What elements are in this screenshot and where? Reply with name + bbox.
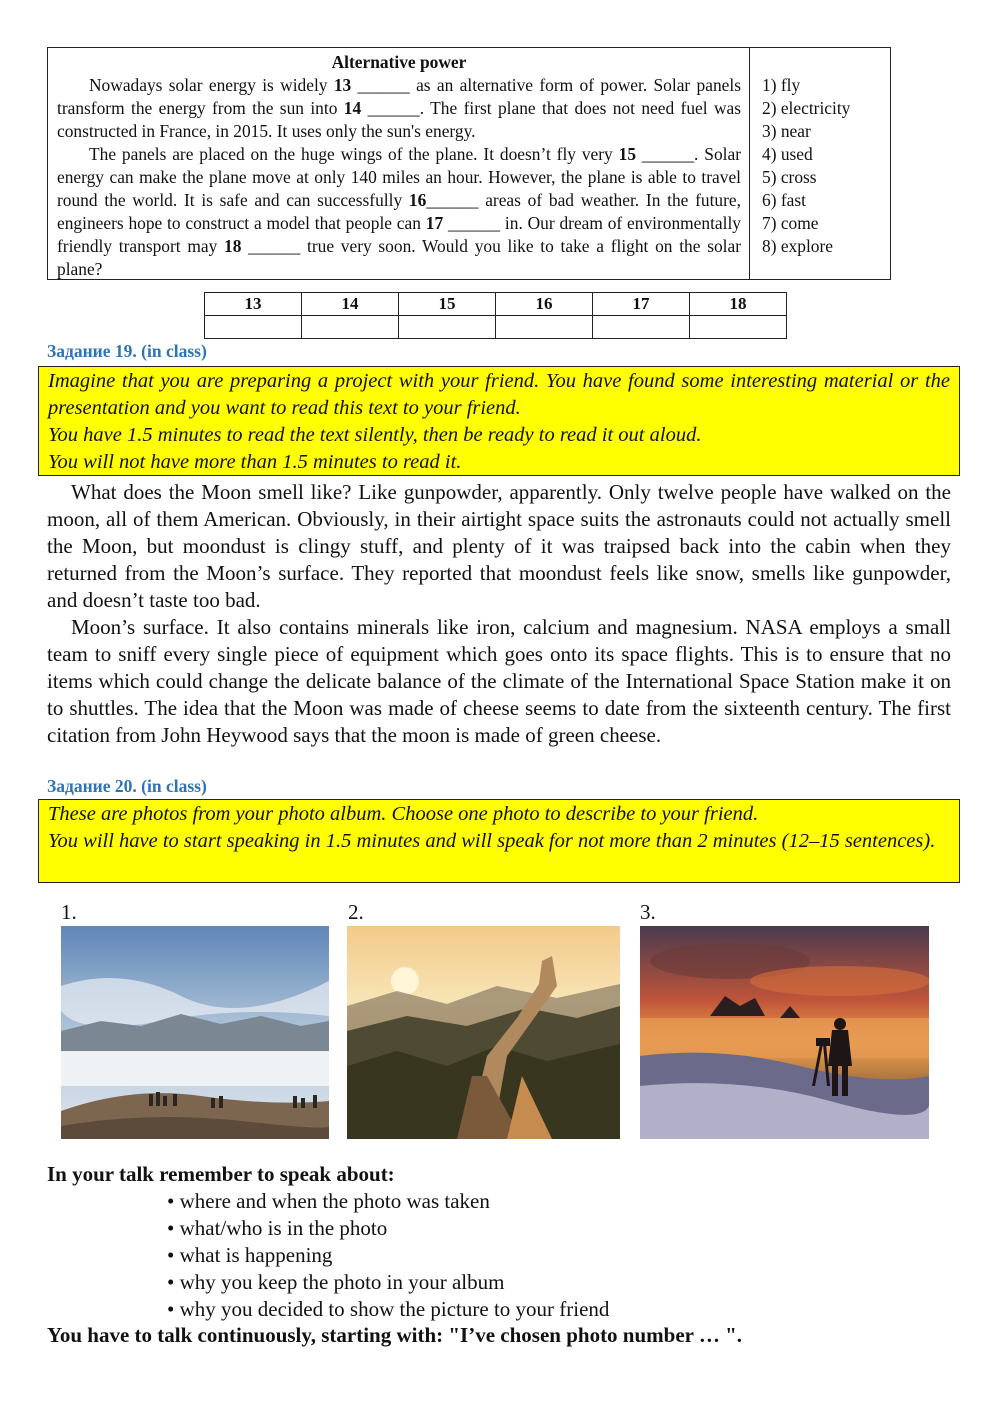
gap-paragraph-1 [57, 74, 741, 143]
talk-point: • what is happening [167, 1242, 609, 1269]
word-option: 5) cross [762, 167, 817, 187]
answer-header: 18 [690, 293, 787, 316]
alternative-power-task [47, 47, 891, 280]
talk-heading: In your talk remember to speak about: [47, 1162, 395, 1186]
gap-fill-text [48, 48, 750, 279]
word-bank [750, 48, 890, 258]
answer-header: 15 [399, 293, 496, 316]
photo-2-great-wall[interactable] [347, 926, 620, 1139]
text-segment: ______. Solar energy can make the plane move at only 140 miles an hour. However, the plane is able to travel round the world. It is safe and can successfully [57, 144, 741, 210]
task-20-label: Задание 20. (in class) [47, 776, 207, 796]
answer-cell-16[interactable] [496, 316, 593, 339]
task-19-label: Задание 19. (in class) [47, 341, 207, 361]
answer-cell-14[interactable] [302, 316, 399, 339]
answer-header-row [205, 293, 787, 316]
instruction-line: You have 1.5 minutes to read the text silently, then be ready to read it out aloud. [48, 424, 702, 446]
word-option: 4) used [762, 144, 813, 164]
word-option: 1) fly [762, 75, 801, 95]
task-20-instructions [38, 799, 960, 883]
photo-number-1: 1. [61, 900, 77, 924]
text-segment: ______ as an alternative form of power. Solar panels transform the energy from the sun into [57, 75, 741, 118]
talk-point: • where and when the photo was taken [167, 1188, 609, 1215]
instruction-line: Imagine that you are preparing a project with your friend. You have found some interesting material or the presentation and you want to read this text to your friend. [48, 370, 950, 419]
task-19-instructions [38, 366, 960, 476]
task-title: Alternative power [331, 52, 467, 72]
text-segment: ______. The first plane that does not need fuel was constructed in France, in 2015. It uses only the sun's energy. [57, 98, 741, 141]
text-segment: The panels are placed on the huge wings of the plane. It doesn’t fly very [89, 144, 619, 164]
answer-cell-18[interactable] [690, 316, 787, 339]
gap-number-18: 18 [224, 236, 242, 256]
answer-cell-17[interactable] [593, 316, 690, 339]
instruction-line: These are photos from your photo album. Choose one photo to describe to your friend. [48, 803, 759, 825]
word-option: 8) explore [762, 236, 833, 256]
photo-1-mountain-clouds[interactable] [61, 926, 329, 1139]
instruction-line: You will have to start speaking in 1.5 minutes and will speak for not more than 2 minutes (12–15 sentences). [48, 830, 936, 852]
reading-paragraph-2: Moon’s surface. It also contains minerals like iron, calcium and magnesium. NASA employs a small team to sniff every single piece of equipment which goes onto its space flights. This is to ensure that no items which could change the delicate balance of the climate of the International Space Station make it on to shuttles. The idea that the Moon was made of cheese seems to date from the sixteenth century. The first citation from John Heywood says that the moon is made of green cheese. [47, 615, 951, 747]
gap-number-17: 17 [425, 213, 444, 233]
gap-number-16: 16 [408, 190, 427, 210]
photo-number-2: 2. [348, 900, 364, 924]
photo-number-3: 3. [640, 900, 656, 924]
gap-number-15: 15 [618, 144, 637, 164]
text-segment: ______ in. Our dream of environmentally friendly transport may [57, 213, 741, 256]
talk-point: • why you keep the photo in your album [167, 1269, 609, 1296]
answer-input-row [205, 316, 787, 339]
word-option: 3) near [762, 121, 811, 141]
text-segment: ______ true very soon. Would you like to take a flight on the solar plane? [57, 236, 741, 279]
word-option: 7) come [762, 213, 819, 233]
word-option: 2) electricity [762, 98, 851, 118]
photo-3-beach-sunset[interactable] [640, 926, 929, 1139]
answer-header: 16 [496, 293, 593, 316]
talk-point: • what/who is in the photo [167, 1215, 609, 1242]
answer-cell-15[interactable] [399, 316, 496, 339]
text-segment: Nowadays solar energy is widely [89, 75, 334, 95]
talk-point: • why you decided to show the picture to your friend [167, 1296, 609, 1323]
reading-paragraph-1: What does the Moon smell like? Like gunpowder, apparently. Only twelve people have walked on the moon, all of them American. Obviously, in their airtight space suits the astronauts could not actually smell the Moon, but moondust is clingy stuff, and plenty of it was traipsed back into the cabin when they returned from the Moon’s surface. They reported that moondust feels like snow, smells like gunpowder, and doesn’t taste too bad. [47, 480, 951, 612]
answer-header: 17 [593, 293, 690, 316]
text-segment: ______ areas of bad weather. In the future, engineers hope to construct a model that people can [57, 190, 741, 233]
gap-number-14: 14 [343, 98, 362, 118]
talk-final-instruction: You have to talk continuously, starting with: "I’ve chosen photo number … ". [47, 1323, 743, 1347]
answer-cell-13[interactable] [205, 316, 302, 339]
talk-points-list [167, 1188, 609, 1323]
answer-table [204, 292, 787, 339]
instruction-line: You will not have more than 1.5 minutes to read it. [48, 451, 462, 473]
word-option: 6) fast [762, 190, 806, 210]
reading-text [47, 479, 951, 749]
gap-number-13: 13 [333, 75, 352, 95]
answer-header: 14 [302, 293, 399, 316]
gap-paragraph-2 [57, 143, 741, 281]
answer-header: 13 [205, 293, 302, 316]
